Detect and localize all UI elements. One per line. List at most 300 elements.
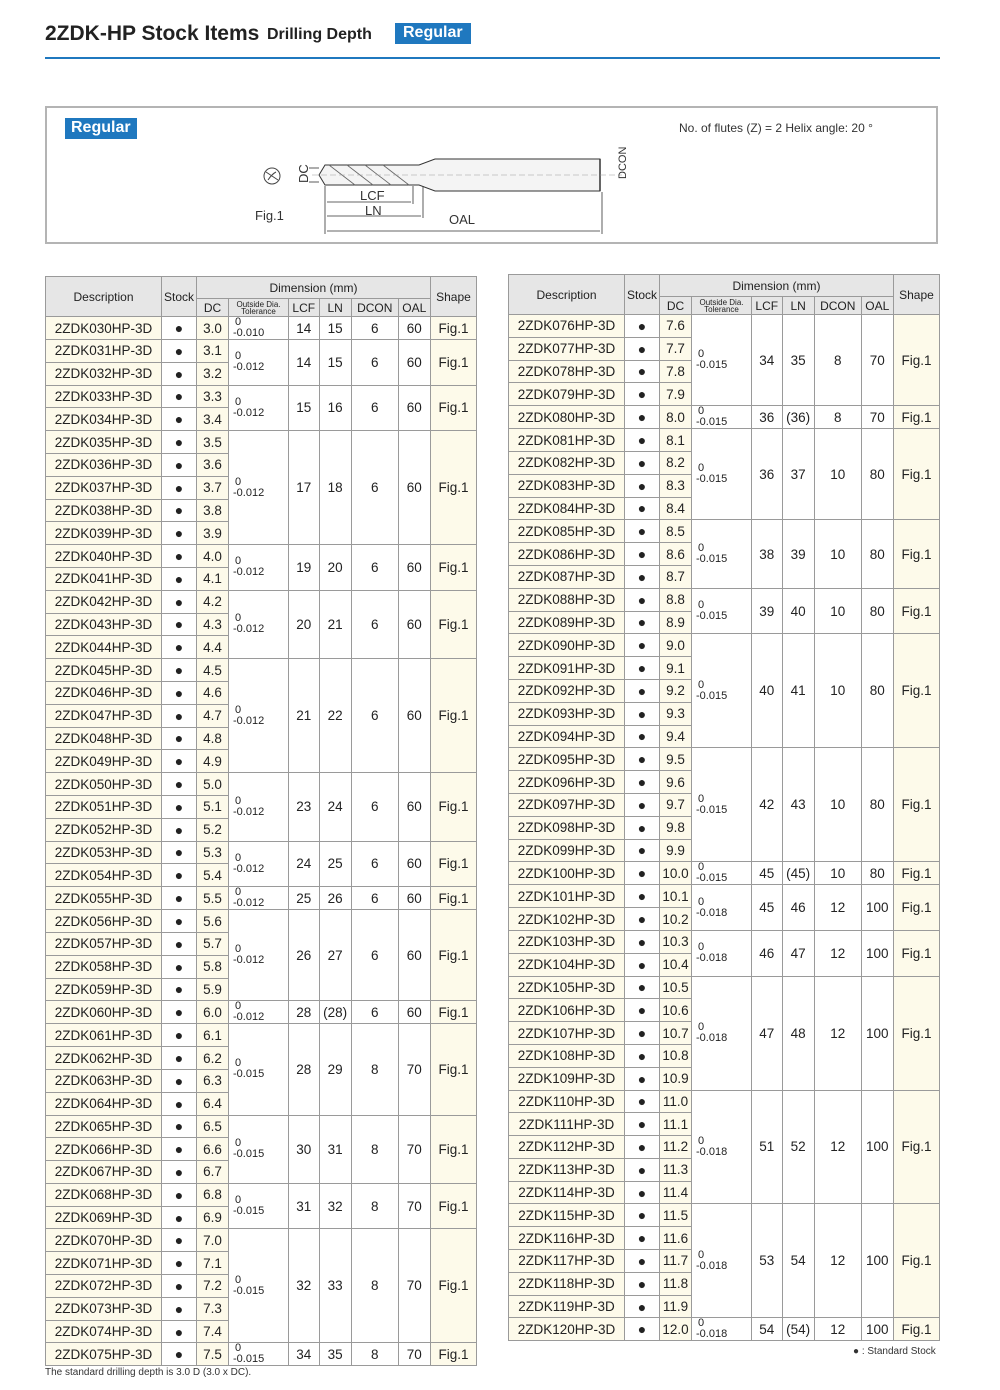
oal-value: 70 [398, 1229, 430, 1343]
oal-value: 60 [398, 431, 430, 545]
page-header [45, 18, 940, 58]
table-row [509, 520, 940, 543]
shape-value: Fig.1 [430, 887, 476, 910]
product-description: 2ZDK067HP-3D [46, 1161, 162, 1184]
lcf-value: 31 [289, 1183, 320, 1229]
product-description: 2ZDK073HP-3D [46, 1297, 162, 1320]
lcf-value: 47 [752, 976, 783, 1090]
tolerance-value: 0 -0.015 [692, 588, 752, 634]
product-description: 2ZDK078HP-3D [509, 360, 625, 383]
stock-mark: ● [162, 362, 197, 385]
lcf-value: 51 [752, 1090, 783, 1204]
dcon-value: 12 [814, 976, 861, 1090]
stock-mark: ● [162, 476, 197, 499]
stock-mark: ● [625, 1181, 660, 1204]
col-description: Description [509, 275, 625, 315]
dc-value: 4.9 [197, 750, 229, 773]
product-description: 2ZDK050HP-3D [46, 773, 162, 796]
stock-mark: ● [625, 1090, 660, 1113]
product-description: 2ZDK065HP-3D [46, 1115, 162, 1138]
stock-mark: ● [162, 795, 197, 818]
table-row [46, 1183, 477, 1206]
tolerance-value: 0 -0.012 [229, 590, 289, 658]
oal-value: 80 [861, 862, 893, 885]
product-description: 2ZDK099HP-3D [509, 839, 625, 862]
dc-value: 11.2 [660, 1136, 692, 1159]
product-description: 2ZDK039HP-3D [46, 522, 162, 545]
table-row [509, 1204, 940, 1227]
stock-mark: ● [162, 1183, 197, 1206]
product-description: 2ZDK082HP-3D [509, 451, 625, 474]
stock-mark: ● [162, 590, 197, 613]
product-description: 2ZDK093HP-3D [509, 702, 625, 725]
table-row [46, 1024, 477, 1047]
tolerance-value: 0 -0.015 [229, 1343, 289, 1366]
stock-mark: ● [162, 340, 197, 363]
product-description: 2ZDK035HP-3D [46, 431, 162, 454]
product-description: 2ZDK111HP-3D [509, 1113, 625, 1136]
product-description: 2ZDK074HP-3D [46, 1320, 162, 1343]
col-ln: LN [319, 299, 351, 317]
stock-mark: ● [162, 727, 197, 750]
stock-mark: ● [625, 702, 660, 725]
oal-value: 80 [861, 588, 893, 634]
product-description: 2ZDK061HP-3D [46, 1024, 162, 1047]
table-row [46, 887, 477, 910]
dc-value: 5.3 [197, 841, 229, 864]
table-row [509, 1318, 940, 1341]
oal-value: 60 [398, 1001, 430, 1024]
flutes-note: No. of flutes (Z) = 2 Helix angle: 20 ° [679, 121, 873, 135]
dc-value: 4.8 [197, 727, 229, 750]
dc-value: 9.9 [660, 839, 692, 862]
shape-value: Fig.1 [893, 429, 939, 520]
dc-value: 11.8 [660, 1272, 692, 1295]
col-tolerance: Outside Dia. Tolerance [229, 299, 289, 317]
product-description: 2ZDK066HP-3D [46, 1138, 162, 1161]
stock-mark: ● [162, 1092, 197, 1115]
col-lcf: LCF [752, 297, 783, 315]
stock-mark: ● [625, 930, 660, 953]
stock-mark: ● [162, 1069, 197, 1092]
stock-mark: ● [625, 543, 660, 566]
oal-value: 100 [861, 885, 893, 931]
table-row [46, 1343, 477, 1366]
shape-value: Fig.1 [430, 841, 476, 887]
product-description: 2ZDK076HP-3D [509, 315, 625, 338]
stock-mark: ● [162, 567, 197, 590]
dcon-value: 6 [351, 773, 398, 841]
dc-value: 4.2 [197, 590, 229, 613]
tolerance-value: 0 -0.012 [229, 910, 289, 1001]
product-description: 2ZDK118HP-3D [509, 1272, 625, 1295]
dc-value: 4.7 [197, 704, 229, 727]
tolerance-value: 0 -0.018 [692, 885, 752, 931]
product-description: 2ZDK092HP-3D [509, 679, 625, 702]
ln-value: (28) [319, 1001, 351, 1024]
stock-mark: ● [625, 1318, 660, 1341]
stock-mark: ● [625, 474, 660, 497]
ln-value: 15 [319, 340, 351, 386]
table-row [46, 910, 477, 933]
lcf-value: 19 [289, 545, 320, 591]
dc-value: 3.6 [197, 453, 229, 476]
lcf-value: 17 [289, 431, 320, 545]
product-description: 2ZDK105HP-3D [509, 976, 625, 999]
stock-mark: ● [162, 704, 197, 727]
lcf-value: 32 [289, 1229, 320, 1343]
oal-value: 60 [398, 590, 430, 658]
product-description: 2ZDK052HP-3D [46, 818, 162, 841]
product-description: 2ZDK103HP-3D [509, 930, 625, 953]
table-row [46, 1001, 477, 1024]
stock-mark: ● [162, 818, 197, 841]
stock-mark: ● [162, 1161, 197, 1184]
dc-value: 8.6 [660, 543, 692, 566]
product-description: 2ZDK096HP-3D [509, 771, 625, 794]
dc-value: 6.3 [197, 1069, 229, 1092]
dc-value: 8.4 [660, 497, 692, 520]
oal-value: 70 [398, 1183, 430, 1229]
dc-value: 6.7 [197, 1161, 229, 1184]
dc-value: 3.1 [197, 340, 229, 363]
ln-value: 27 [319, 910, 351, 1001]
dc-value: 7.9 [660, 383, 692, 406]
stock-mark: ● [162, 1206, 197, 1229]
ln-value: 39 [782, 520, 814, 588]
stock-mark: ● [625, 771, 660, 794]
product-description: 2ZDK084HP-3D [509, 497, 625, 520]
table-row [509, 588, 940, 611]
shape-value: Fig.1 [893, 634, 939, 748]
stock-mark: ● [162, 1252, 197, 1275]
product-description: 2ZDK036HP-3D [46, 453, 162, 476]
stock-mark: ● [625, 1250, 660, 1273]
product-description: 2ZDK062HP-3D [46, 1047, 162, 1070]
ln-value: 46 [782, 885, 814, 931]
lcf-value: 54 [752, 1318, 783, 1341]
dc-value: 8.2 [660, 451, 692, 474]
dc-value: 8.8 [660, 588, 692, 611]
product-description: 2ZDK049HP-3D [46, 750, 162, 773]
product-description: 2ZDK038HP-3D [46, 499, 162, 522]
dc-value: 9.4 [660, 725, 692, 748]
product-description: 2ZDK085HP-3D [509, 520, 625, 543]
dc-value: 3.4 [197, 408, 229, 431]
col-tolerance: Outside Dia. Tolerance [692, 297, 752, 315]
product-description: 2ZDK102HP-3D [509, 908, 625, 931]
ln-value: 29 [319, 1024, 351, 1115]
oal-value: 60 [398, 910, 430, 1001]
dcon-value: 10 [814, 862, 861, 885]
dc-value: 7.5 [197, 1343, 229, 1366]
dc-value: 9.2 [660, 679, 692, 702]
product-description: 2ZDK058HP-3D [46, 955, 162, 978]
dcon-value: 8 [351, 1115, 398, 1183]
shape-value: Fig.1 [893, 520, 939, 588]
product-description: 2ZDK117HP-3D [509, 1250, 625, 1273]
oal-value: 70 [861, 315, 893, 406]
dcon-value: 6 [351, 659, 398, 773]
lcf-value: 28 [289, 1024, 320, 1115]
oal-value: 60 [398, 340, 430, 386]
stock-mark: ● [162, 408, 197, 431]
oal-value: 100 [861, 930, 893, 976]
col-oal: OAL [398, 299, 430, 317]
stock-mark: ● [625, 1067, 660, 1090]
shape-value: Fig.1 [430, 659, 476, 773]
lcf-value: 15 [289, 385, 320, 431]
stock-mark: ● [162, 1115, 197, 1138]
dc-value: 9.6 [660, 771, 692, 794]
dc-value: 5.8 [197, 955, 229, 978]
oal-value: 70 [861, 406, 893, 429]
dc-value: 6.9 [197, 1206, 229, 1229]
dc-value: 10.2 [660, 908, 692, 931]
dc-value: 7.1 [197, 1252, 229, 1275]
dc-value: 6.1 [197, 1024, 229, 1047]
product-description: 2ZDK047HP-3D [46, 704, 162, 727]
product-description: 2ZDK110HP-3D [509, 1090, 625, 1113]
oal-value: 100 [861, 1090, 893, 1204]
dc-value: 8.1 [660, 429, 692, 452]
dcon-value: 8 [351, 1343, 398, 1366]
dc-value: 11.7 [660, 1250, 692, 1273]
table-row [46, 385, 477, 408]
ln-value: 24 [319, 773, 351, 841]
drill-body [312, 159, 622, 191]
shape-value: Fig.1 [893, 885, 939, 931]
ln-value: 18 [319, 431, 351, 545]
product-description: 2ZDK048HP-3D [46, 727, 162, 750]
product-description: 2ZDK116HP-3D [509, 1227, 625, 1250]
dc-value: 3.3 [197, 385, 229, 408]
stock-mark: ● [162, 545, 197, 568]
tolerance-value: 0 -0.012 [229, 340, 289, 386]
dc-value: 5.9 [197, 978, 229, 1001]
product-description: 2ZDK112HP-3D [509, 1136, 625, 1159]
stock-table-right [508, 274, 940, 1341]
tolerance-value: 0 -0.015 [692, 634, 752, 748]
stock-table-left [45, 276, 477, 1366]
dc-value: 7.3 [197, 1297, 229, 1320]
table-row [46, 1115, 477, 1138]
table-row [509, 315, 940, 338]
product-description: 2ZDK083HP-3D [509, 474, 625, 497]
dc-value: 12.0 [660, 1318, 692, 1341]
lcf-value: 45 [752, 862, 783, 885]
stock-mark: ● [625, 679, 660, 702]
category-badge: Regular [395, 23, 471, 44]
dc-value: 7.2 [197, 1275, 229, 1298]
stock-mark: ● [162, 385, 197, 408]
lcf-value: 30 [289, 1115, 320, 1183]
dc-value: 9.3 [660, 702, 692, 725]
dc-value: 11.9 [660, 1295, 692, 1318]
table-row [509, 634, 940, 657]
dc-value: 9.7 [660, 793, 692, 816]
stock-mark: ● [625, 1204, 660, 1227]
oal-value: 60 [398, 773, 430, 841]
col-ln: LN [782, 297, 814, 315]
product-description: 2ZDK041HP-3D [46, 567, 162, 590]
stock-mark: ● [625, 1044, 660, 1067]
ln-value: 15 [319, 317, 351, 340]
stock-mark: ● [162, 955, 197, 978]
stock-mark: ● [162, 1297, 197, 1320]
shape-value: Fig.1 [430, 385, 476, 431]
dc-value: 11.0 [660, 1090, 692, 1113]
table-row [509, 862, 940, 885]
stock-mark: ● [162, 910, 197, 933]
tolerance-value: 0 -0.018 [692, 1090, 752, 1204]
stock-mark: ● [625, 839, 660, 862]
ln-value: 21 [319, 590, 351, 658]
lcf-value: 36 [752, 429, 783, 520]
stock-mark: ● [162, 887, 197, 910]
dcon-label: DCON [617, 146, 629, 179]
product-description: 2ZDK044HP-3D [46, 636, 162, 659]
table-row [46, 841, 477, 864]
shape-value: Fig.1 [430, 1343, 476, 1366]
shape-value: Fig.1 [430, 1024, 476, 1115]
stock-mark: ● [625, 611, 660, 634]
shape-value: Fig.1 [893, 406, 939, 429]
product-description: 2ZDK108HP-3D [509, 1044, 625, 1067]
stock-mark: ● [625, 1272, 660, 1295]
dc-value: 8.7 [660, 565, 692, 588]
product-description: 2ZDK072HP-3D [46, 1275, 162, 1298]
shape-value: Fig.1 [430, 1229, 476, 1343]
oal-value: 100 [861, 976, 893, 1090]
ln-value: 20 [319, 545, 351, 591]
oal-value: 70 [398, 1115, 430, 1183]
shape-value: Fig.1 [430, 1183, 476, 1229]
dcon-value: 8 [814, 406, 861, 429]
product-description: 2ZDK040HP-3D [46, 545, 162, 568]
dcon-value: 10 [814, 748, 861, 862]
lcf-value: 28 [289, 1001, 320, 1024]
oal-value: 60 [398, 841, 430, 887]
product-description: 2ZDK104HP-3D [509, 953, 625, 976]
dc-value: 3.9 [197, 522, 229, 545]
product-description: 2ZDK056HP-3D [46, 910, 162, 933]
figure-panel [45, 106, 938, 244]
dc-value: 8.9 [660, 611, 692, 634]
stock-mark: ● [625, 337, 660, 360]
dc-value: 4.0 [197, 545, 229, 568]
ln-value: (45) [782, 862, 814, 885]
product-description: 2ZDK060HP-3D [46, 1001, 162, 1024]
stock-mark: ● [625, 953, 660, 976]
lcf-value: 34 [752, 315, 783, 406]
product-description: 2ZDK031HP-3D [46, 340, 162, 363]
dc-value: 11.3 [660, 1158, 692, 1181]
dc-value: 6.2 [197, 1047, 229, 1070]
dc-value: 11.5 [660, 1204, 692, 1227]
shape-value: Fig.1 [893, 588, 939, 634]
dc-value: 11.6 [660, 1227, 692, 1250]
product-description: 2ZDK042HP-3D [46, 590, 162, 613]
product-description: 2ZDK070HP-3D [46, 1229, 162, 1252]
lcf-value: 36 [752, 406, 783, 429]
product-description: 2ZDK098HP-3D [509, 816, 625, 839]
stock-mark: ● [162, 841, 197, 864]
product-description: 2ZDK033HP-3D [46, 385, 162, 408]
oal-value: 100 [861, 1204, 893, 1318]
product-description: 2ZDK053HP-3D [46, 841, 162, 864]
stock-mark: ● [162, 659, 197, 682]
dc-value: 4.3 [197, 613, 229, 636]
dc-value: 8.5 [660, 520, 692, 543]
dc-value: 4.5 [197, 659, 229, 682]
shape-value: Fig.1 [430, 317, 476, 340]
shape-value: Fig.1 [430, 773, 476, 841]
stock-mark: ● [162, 864, 197, 887]
stock-mark: ● [625, 862, 660, 885]
product-description: 2ZDK088HP-3D [509, 588, 625, 611]
product-description: 2ZDK086HP-3D [509, 543, 625, 566]
dcon-value: 6 [351, 910, 398, 1001]
tolerance-value: 0 -0.015 [692, 406, 752, 429]
lcf-value: 42 [752, 748, 783, 862]
stock-mark: ● [162, 1001, 197, 1024]
dc-value: 9.5 [660, 748, 692, 771]
stock-mark: ● [625, 908, 660, 931]
shape-value: Fig.1 [893, 315, 939, 406]
table-row [509, 748, 940, 771]
tolerance-value: 0 -0.012 [229, 659, 289, 773]
ln-value: 35 [782, 315, 814, 406]
ln-value: 37 [782, 429, 814, 520]
lcf-value: 39 [752, 588, 783, 634]
tolerance-value: 0 -0.015 [692, 315, 752, 406]
ln-value: 16 [319, 385, 351, 431]
table-row [46, 317, 477, 340]
table-row [509, 406, 940, 429]
dc-value: 5.1 [197, 795, 229, 818]
oal-value: 60 [398, 887, 430, 910]
dc-value: 6.5 [197, 1115, 229, 1138]
dc-value: 5.2 [197, 818, 229, 841]
ln-value: 25 [319, 841, 351, 887]
stock-mark: ● [625, 383, 660, 406]
product-description: 2ZDK090HP-3D [509, 634, 625, 657]
page-subtitle: Drilling Depth [267, 26, 372, 43]
shape-value: Fig.1 [430, 545, 476, 591]
dc-value: 10.4 [660, 953, 692, 976]
shape-value: Fig.1 [893, 976, 939, 1090]
col-dimension: Dimension (mm) [197, 277, 431, 299]
stock-mark: ● [162, 1138, 197, 1161]
table-row [46, 340, 477, 363]
dcon-value: 12 [814, 1318, 861, 1341]
dc-value: 3.8 [197, 499, 229, 522]
tolerance-value: 0 -0.018 [692, 1318, 752, 1341]
lcf-value: 14 [289, 317, 320, 340]
table-row [509, 930, 940, 953]
product-description: 2ZDK087HP-3D [509, 565, 625, 588]
dcon-value: 10 [814, 520, 861, 588]
shape-value: Fig.1 [893, 1318, 939, 1341]
stock-mark: ● [162, 773, 197, 796]
oal-value: 80 [861, 520, 893, 588]
stock-mark: ● [625, 1295, 660, 1318]
stock-mark: ● [162, 317, 197, 340]
drilling-depth-note: The standard drilling depth is 3.0 D (3.0 x DC). [45, 1367, 252, 1378]
stock-mark: ● [162, 499, 197, 522]
dc-value: 11.1 [660, 1113, 692, 1136]
